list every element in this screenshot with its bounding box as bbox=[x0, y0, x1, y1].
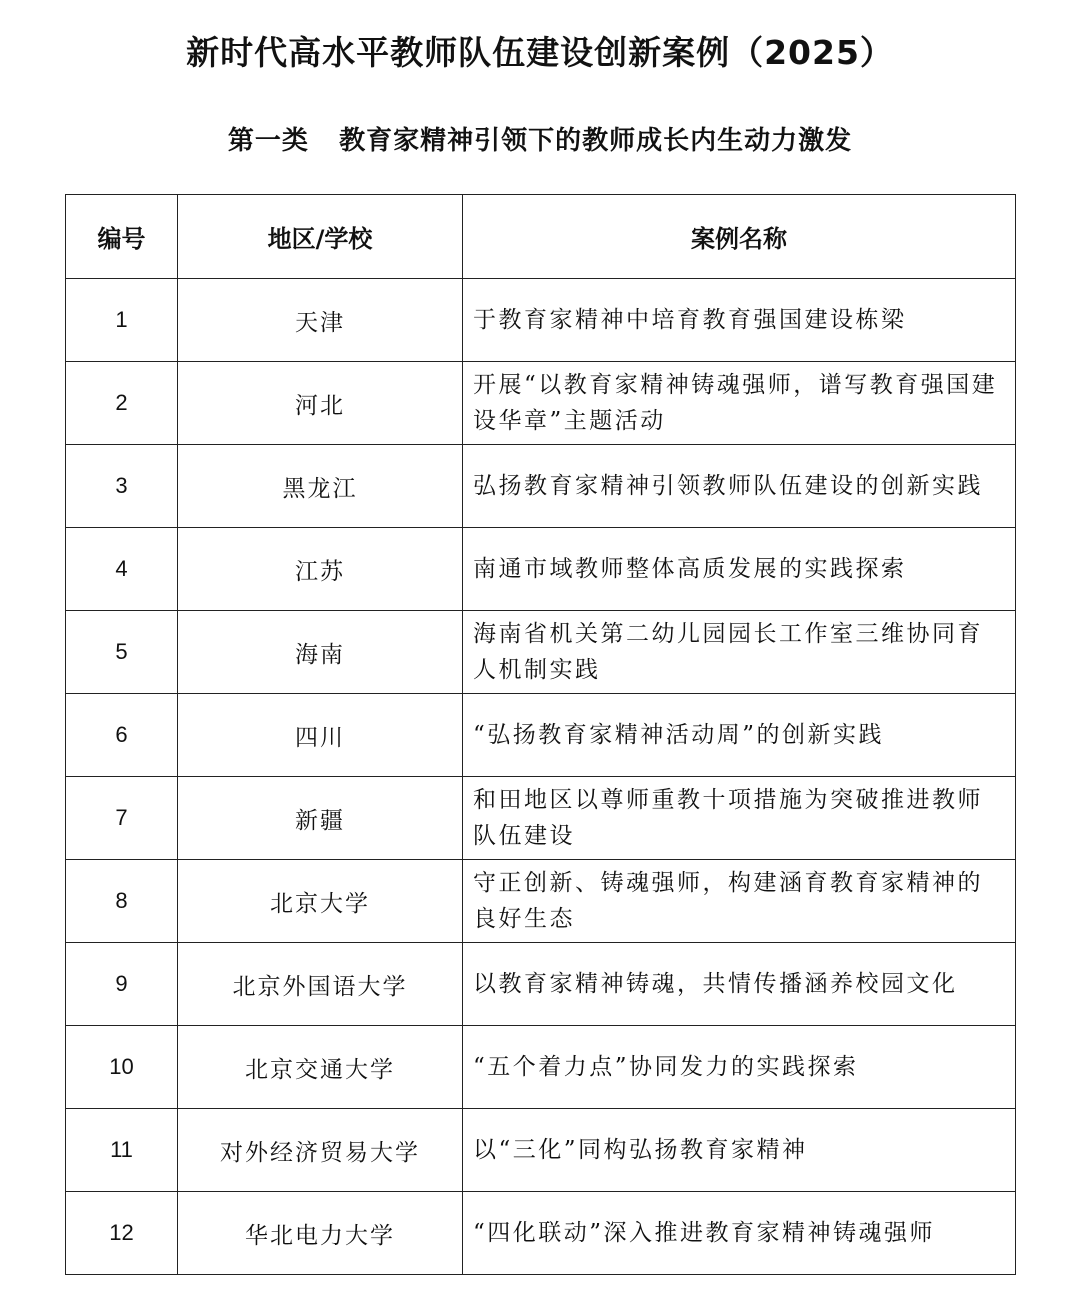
row-case-name: 弘扬教育家精神引领教师队伍建设的创新实践 bbox=[463, 445, 1016, 528]
row-number: 10 bbox=[66, 1026, 178, 1109]
row-region: 海南 bbox=[178, 611, 463, 694]
table-row bbox=[66, 362, 1016, 445]
row-case-name: 南通市域教师整体高质发展的实践探索 bbox=[463, 528, 1016, 611]
row-region: 天津 bbox=[178, 279, 463, 362]
row-region: 黑龙江 bbox=[178, 445, 463, 528]
table-header-row bbox=[66, 195, 1016, 279]
case-table bbox=[65, 194, 1016, 1275]
table-row bbox=[66, 860, 1016, 943]
row-region: 北京交通大学 bbox=[178, 1026, 463, 1109]
row-region: 北京大学 bbox=[178, 860, 463, 943]
row-region: 新疆 bbox=[178, 777, 463, 860]
row-case-name: 守正创新、铸魂强师，构建涵育教育家精神的良好生态 bbox=[463, 860, 1016, 943]
table-row bbox=[66, 528, 1016, 611]
row-number: 5 bbox=[66, 611, 178, 694]
row-case-name: “五个着力点”协同发力的实践探索 bbox=[463, 1026, 1016, 1109]
row-case-name: “四化联动”深入推进教育家精神铸魂强师 bbox=[463, 1192, 1016, 1275]
row-number: 7 bbox=[66, 777, 178, 860]
row-case-name: “弘扬教育家精神活动周”的创新实践 bbox=[463, 694, 1016, 777]
table-row bbox=[66, 279, 1016, 362]
row-case-name: 开展“以教育家精神铸魂强师，谱写教育强国建设华章”主题活动 bbox=[463, 362, 1016, 445]
row-number: 11 bbox=[66, 1109, 178, 1192]
table-row bbox=[66, 1192, 1016, 1275]
row-number: 6 bbox=[66, 694, 178, 777]
table-row bbox=[66, 694, 1016, 777]
row-number: 8 bbox=[66, 860, 178, 943]
header-number: 编号 bbox=[66, 195, 178, 279]
table-row bbox=[66, 943, 1016, 1026]
header-region: 地区/学校 bbox=[178, 195, 463, 279]
row-number: 12 bbox=[66, 1192, 178, 1275]
row-number: 9 bbox=[66, 943, 178, 1026]
table-row bbox=[66, 611, 1016, 694]
row-number: 1 bbox=[66, 279, 178, 362]
category-title: 第一类 教育家精神引领下的教师成长内生动力激发 bbox=[227, 126, 853, 156]
row-region: 华北电力大学 bbox=[178, 1192, 463, 1275]
row-case-name: 以“三化”同构弘扬教育家精神 bbox=[463, 1109, 1016, 1192]
document-title: 新时代高水平教师队伍建设创新案例（2025） bbox=[186, 33, 894, 72]
row-number: 4 bbox=[66, 528, 178, 611]
row-case-name: 于教育家精神中培育教育强国建设栋梁 bbox=[463, 279, 1016, 362]
table-row bbox=[66, 445, 1016, 528]
row-region: 河北 bbox=[178, 362, 463, 445]
row-region: 江苏 bbox=[178, 528, 463, 611]
table-row bbox=[66, 1109, 1016, 1192]
row-case-name: 以教育家精神铸魂，共情传播涵养校园文化 bbox=[463, 943, 1016, 1026]
table-row bbox=[66, 1026, 1016, 1109]
table-row bbox=[66, 777, 1016, 860]
row-case-name: 和田地区以尊师重教十项措施为突破推进教师队伍建设 bbox=[463, 777, 1016, 860]
row-region: 北京外国语大学 bbox=[178, 943, 463, 1026]
row-region: 四川 bbox=[178, 694, 463, 777]
row-number: 2 bbox=[66, 362, 178, 445]
row-number: 3 bbox=[66, 445, 178, 528]
row-region: 对外经济贸易大学 bbox=[178, 1109, 463, 1192]
header-case-name: 案例名称 bbox=[463, 195, 1016, 279]
row-case-name: 海南省机关第二幼儿园园长工作室三维协同育人机制实践 bbox=[463, 611, 1016, 694]
